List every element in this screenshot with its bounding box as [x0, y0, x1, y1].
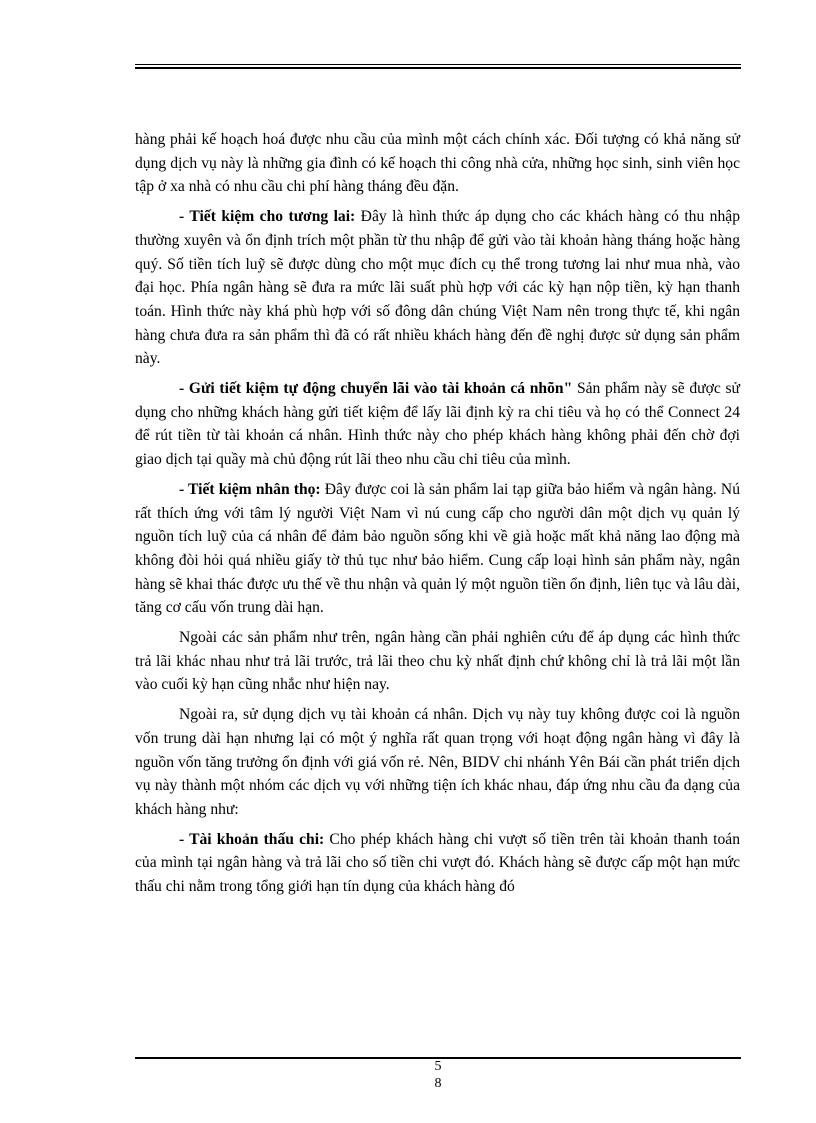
paragraph-life-savings: - Tiết kiệm nhân thọ: Đây được coi là sản phẩm lai tạp giữa bảo hiểm và ngân hàng. Nú rất thích ứng với tâm lý người Việt Nam vì nú cung cấp cho người dân một dịch vụ quản lý nguồn tích luỹ của cá nhân để đảm bảo nguồn sống khi về già hoặc mất khả năng lao động mà không đòi hỏi quá nhiều giấy tờ thủ tục như bảo hiểm. Cung cấp loại hình sản phẩm này, ngân hàng sẽ khai thác được ưu thế về thu nhận và quản lý một nguồn tiền ổn định, liên tục và lâu dài, tăng cơ cấu vốn trung dài hạn. [135, 480, 740, 617]
term-heading: - Tài khoản thấu chi: [179, 830, 325, 848]
page-body [135, 128, 740, 899]
paragraph: Ngoài các sản phẩm như trên, ngân hàng cần phải nghiên cứu để áp dụng các hình thức trả lãi khác nhau như trả lãi trước, trả lãi theo chu kỳ nhất định chứ không chỉ là trả lãi một lần vào cuối kỳ hạn cũng nhắc như hiện nay. [135, 629, 740, 694]
paragraph-savings-future: - Tiết kiệm cho tương lai: Đây là hình thức áp dụng cho các khách hàng có thu nhập thường xuyên và ổn định trích một phần từ thu nhập để gửi vào tài khoản hàng tháng hoặc hàng quý. Số tiền tích luỹ sẽ được dùng cho một mục đích cụ thể trong tương lai như mua nhà, vào đại học. Phía ngân hàng sẽ đưa ra mức lãi suất phù hợp với các kỳ hạn nộp tiền, kỳ hạn thanh toán. Hình thức này khá phù hợp với số đông dân chúng Việt Nam nên trong thực tế, khi ngân hàng chưa đưa ra sản phẩm thì đã có rất nhiều khách hàng đến đề nghị được sử dụng sản phẩm này. [135, 208, 740, 368]
paragraph-overdraft: - Tài khoản thấu chi: Cho phép khách hàng chi vượt số tiền trên tài khoản thanh toán của mình tại ngân hàng và trả lãi cho số tiền chi vượt đó. Khách hàng sẽ được cấp một hạn mức thấu chi nằm trong tổng giới hạn tín dụng của khách hàng đó [135, 830, 740, 896]
paragraph: Ngoài ra, sử dụng dịch vụ tài khoản cá nhân. Dịch vụ này tuy không được coi là nguồn vốn trung dài hạn nhưng lại có một ý nghĩa rất quan trọng với hoạt động ngân hàng vì đây là nguồn vốn tăng trưởng ổn định với giá vốn rẻ. Nên, BIDV chi nhánh Yên Bái cần phát triển dịch vụ này thành một nhóm các dịch vụ với những tiện ích khác nhau, đáp ứng nhu cầu đa dạng của khách hàng như: [135, 706, 740, 818]
page-number-line-1: 5 [434, 1059, 442, 1074]
header-rule [135, 64, 741, 69]
term-heading: - Tiết kiệm cho tương lai: [179, 208, 356, 226]
term-heading: - Tiết kiệm nhân thọ: [179, 480, 321, 498]
paragraph: hàng phải kế hoạch hoá được nhu cầu của mình một cách chính xác. Đối tượng có khả năng sử dụng dịch vụ này là những gia đình có kế hoạch thi công nhà cửa, những học sinh, sinh viên học tập ở xa nhà có nhu cầu chi phí hàng tháng đều đặn. [135, 131, 740, 196]
paragraph-auto-interest: - Gửi tiết kiệm tự động chuyển lãi vào tài khoản cá nhõn" Sản phẩm này sẽ được sử dụng cho những khách hàng gửi tiết kiệm để lấy lãi định kỳ ra chi tiêu và họ có thể Connect 24 để rút tiền từ tài khoản cá nhân. Hình thức này cho phép khách hàng không phải đến chờ đợi giao dịch tại quầy mà chủ động rút lãi theo nhu cầu chi tiêu của mình. [135, 380, 740, 469]
page-number-line-2: 8 [434, 1076, 442, 1091]
page-number [135, 1058, 741, 1092]
term-heading: - Gửi tiết kiệm tự động chuyển lãi vào tài khoản cá nhõn" [179, 380, 573, 398]
